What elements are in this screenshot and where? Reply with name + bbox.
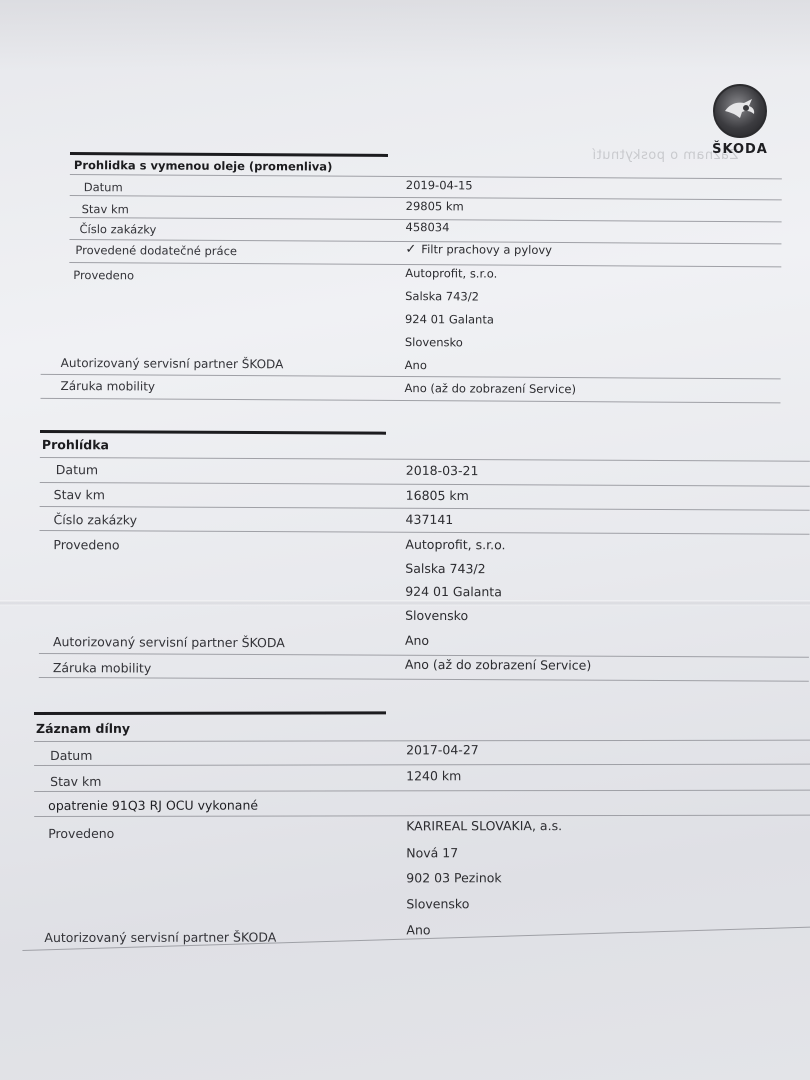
section-title: Prohlidka s vymenou oleje (promenliva)	[73, 158, 333, 174]
skoda-logo	[700, 84, 780, 157]
row-divider	[40, 398, 780, 404]
row-divider	[40, 482, 810, 487]
label-datum: Datum	[55, 462, 99, 478]
value-datum: 2017-04-27	[406, 742, 479, 758]
provedeno-line-1: Autoprofit, s.r.o.	[405, 536, 506, 553]
value-cislo-zakazky: 458034	[405, 220, 450, 235]
label-cislo-zakazky: Číslo zakázky	[53, 512, 138, 528]
label-stav-km: Stav km	[53, 487, 106, 503]
row-divider	[34, 815, 810, 817]
section-title: Prohlídka	[41, 437, 110, 453]
provedeno-line-4: Slovensko	[406, 896, 470, 912]
checkmark-icon: ✓	[405, 242, 417, 258]
label-datum: Datum	[83, 180, 123, 195]
provedeno-line-2: Salska 743/2	[405, 560, 486, 577]
provedeno-line-3: 924 01 Galanta	[404, 312, 494, 327]
label-stav-km: Stav km	[81, 202, 129, 217]
label-provedeno: Provedeno	[73, 268, 135, 283]
show-through-text: Záznam o poskytnutí	[592, 148, 739, 163]
provedeno-line-1: Autoprofit, s.r.o.	[405, 266, 498, 281]
provedeno-line-2: Nová 17	[406, 845, 459, 861]
row-divider	[40, 506, 810, 511]
section-title: Záznam dílny	[36, 720, 131, 736]
section-workshop-record	[34, 711, 810, 945]
value-stav-km: 1240 km	[406, 768, 462, 784]
value-dodatecne-prace	[405, 242, 552, 258]
provedeno-line-4: Slovensko	[405, 607, 469, 624]
paper-fold	[0, 600, 810, 606]
section-bar	[40, 430, 386, 435]
value-text: Filtr prachovy a pylovy	[421, 242, 553, 257]
row-divider	[40, 457, 810, 462]
row-divider	[39, 677, 809, 682]
skoda-winged-arrow-icon	[713, 84, 767, 138]
section-bar	[70, 152, 388, 157]
value-zaruka-mobility: Ano (až do zobrazení Service)	[404, 656, 592, 673]
label-provedeno: Provedeno	[53, 537, 120, 553]
label-zaruka-mobility: Záruka mobility	[60, 378, 156, 394]
label-autorizovany-partner: Autorizovaný servisní partner ŠKODA	[44, 929, 277, 945]
label-opatrenie: opatrenie 91Q3 RJ OCU vykonané	[48, 797, 259, 813]
provedeno-line-2: Salska 743/2	[405, 289, 480, 304]
row-divider	[40, 530, 810, 535]
provedeno-line-4: Slovensko	[404, 335, 463, 350]
brand-name: ŠKODA	[712, 142, 768, 157]
label-dodatecne-prace: Provedené dodatečné práce	[75, 243, 238, 259]
label-autorizovany-partner: Autorizovaný servisní partner ŠKODA	[52, 634, 285, 651]
value-stav-km: 29805 km	[405, 199, 464, 214]
value-autorizovany-partner: Ano	[404, 632, 430, 648]
section-bar	[34, 711, 386, 715]
label-autorizovany-partner: Autorizovaný servisní partner ŠKODA	[60, 355, 284, 372]
label-zaruka-mobility: Záruka mobility	[52, 660, 152, 676]
section-inspection	[40, 430, 810, 676]
provedeno-line-3: 902 03 Pezinok	[406, 870, 502, 886]
value-zaruka-mobility: Ano (až do zobrazení Service)	[404, 381, 577, 397]
row-divider	[34, 764, 810, 766]
provedeno-line-3: 924 01 Galanta	[405, 583, 502, 600]
label-datum: Datum	[50, 747, 93, 763]
value-cislo-zakazky: 437141	[405, 511, 454, 528]
value-datum: 2018-03-21	[405, 462, 479, 479]
label-cislo-zakazky: Číslo zakázky	[79, 222, 157, 237]
label-stav-km: Stav km	[50, 773, 102, 789]
provedeno-line-1: KARIREAL SLOVAKIA, a.s.	[406, 818, 563, 834]
label-provedeno: Provedeno	[48, 825, 115, 841]
row-divider	[34, 790, 810, 792]
value-autorizovany-partner: Ano	[406, 922, 431, 938]
value-autorizovany-partner: Ano	[404, 358, 427, 373]
page-shadow	[0, 0, 810, 70]
value-datum: 2019-04-15	[405, 178, 473, 193]
value-stav-km: 16805 km	[405, 487, 469, 504]
